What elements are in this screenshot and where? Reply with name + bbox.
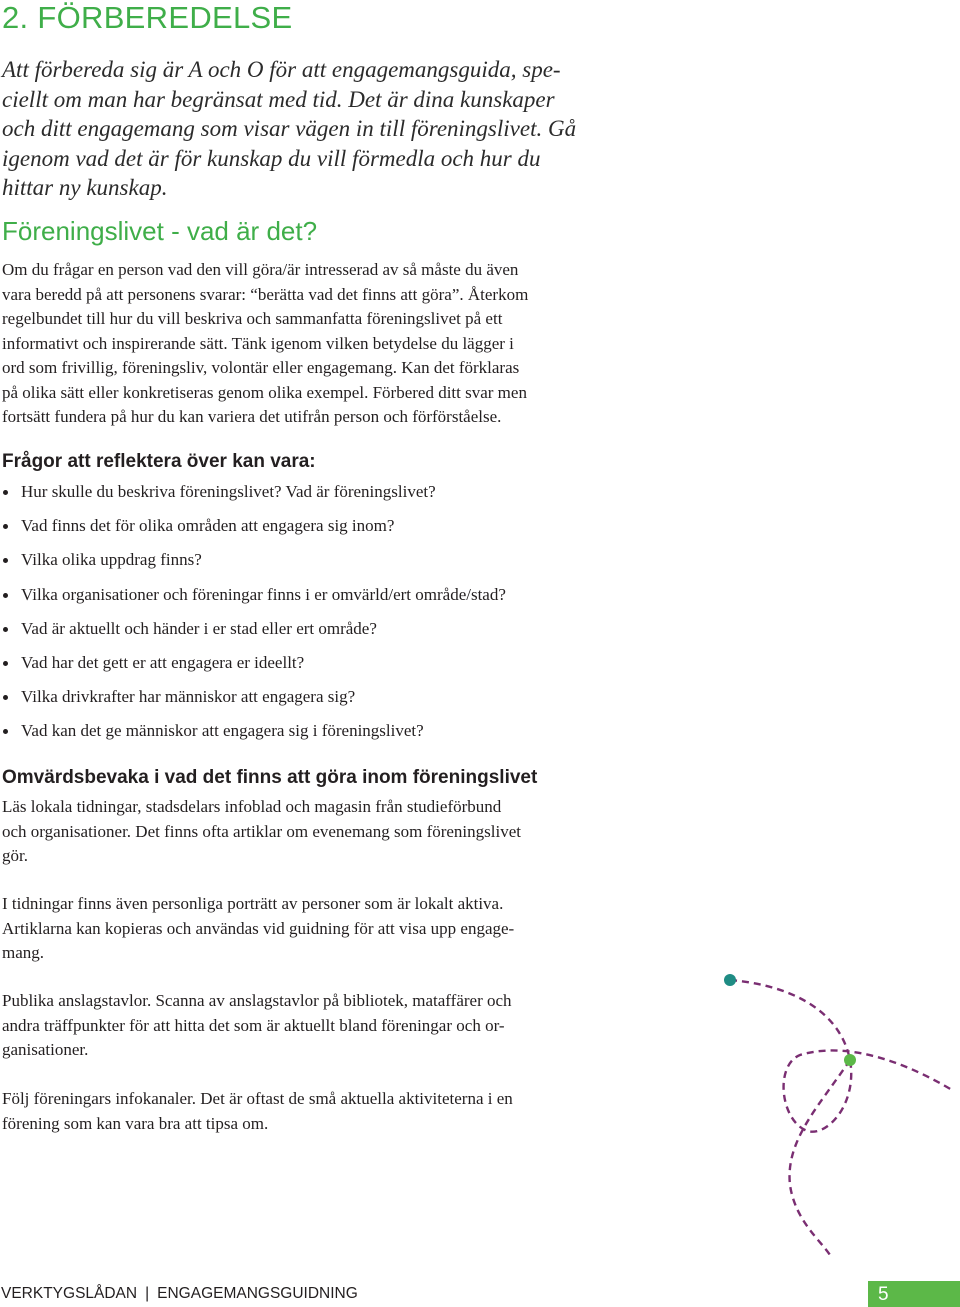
intro-line: Att förbereda sig är A och O för att engagemangsguida, spe- [2,57,561,82]
intro-paragraph [2,55,592,203]
list-item [2,546,506,580]
bullet-icon [3,695,8,700]
teal-dot-icon [724,974,736,986]
body-paragraph [2,989,512,1063]
list-item [2,615,506,649]
question-text: Vilka olika uppdrag finns? [21,550,202,570]
paragraph-line: ganisationer. [2,1040,89,1059]
reflect-heading: Frågor att reflektera över kan vara: [2,451,316,472]
paragraph-line: Artiklarna kan kopieras och användas vid guidning för att visa upp engage- [2,918,515,938]
body-paragraph [2,258,528,430]
paragraph-line: I tidningar finns även personliga porträtt av personer som är lokalt aktiva. [2,894,504,913]
question-text: Vilka drivkrafter har människor att engagera sig? [21,687,356,707]
question-text: Vad kan det ge människor att engagera sig i föreningslivet? [21,721,424,741]
list-item [2,478,506,512]
paragraph-line: Följ föreningars infokanaler. Det är oftast de små aktuella aktiviteterna i en [2,1089,513,1108]
bullet-icon [3,627,8,632]
paragraph-line: och organisationer. Det finns ofta artiklar om evenemang som föreningslivet [2,821,521,841]
question-text: Hur skulle du beskriva föreningslivet? Vad är föreningslivet? [21,482,436,501]
chapter-title: 2. FÖRBEREDELSE [2,0,293,35]
question-list [2,478,506,752]
page-number-box [868,1281,960,1307]
paragraph-line: Om du frågar en person vad den vill göra/är intresserad av så måste du även [2,260,519,279]
list-item [2,717,506,751]
paragraph-line: andra träffpunkter för att hitta det som är aktuellt bland föreningar och or- [2,1015,505,1035]
section-heading: Föreningslivet - vad är det? [2,216,318,246]
list-item [2,649,506,683]
paragraph-line: förening som kan vara bra att tipsa om. [2,1113,269,1133]
bullet-icon [3,593,8,598]
paragraph-line: fortsätt fundera på hur du kan variera det utifrån person och förförståelse. [2,407,502,426]
intro-line: ciellt om man har begränsat med tid. Det är dina kunskaper [2,86,555,112]
question-text: Vad är aktuellt och händer i er stad eller ert område? [21,618,377,638]
page-number: 5 [878,1284,889,1305]
footer-right: ENGAGEMANGSGUIDNING [157,1285,358,1302]
intro-line: och ditt engagemang som visar vägen in till föreningslivet. Gå [2,116,577,141]
bullet-icon [3,729,8,734]
question-text: Vilka organisationer och föreningar finns i er omvärld/ert område/stad? [21,584,506,604]
paragraph-line: vara beredd på att personens svarar: “berätta vad det finns att göra”. Återkom [2,284,529,304]
paragraph-line: Läs lokala tidningar, stadsdelars infoblad och magasin från studieförbund [2,797,502,816]
body-paragraph [2,892,514,966]
omvard-heading: Omvärdsbevaka i vad det finns att göra inom föreningslivet [2,767,538,788]
dashed-path [790,1060,850,1255]
paragraph-line: ord som frivillig, föreningsliv, volontär eller engagemang. Kan det förklaras [2,358,520,377]
paragraph-line: regelbundet till hur du vill beskriva och sammanfatta föreningslivet på ett [2,309,503,328]
question-text: Vad finns det för olika områden att engagera sig inom? [21,516,395,536]
footer-separator: | [145,1285,150,1302]
footer-text [1,1284,358,1304]
bullet-icon [3,661,8,666]
intro-line: hittar ny kunskap. [2,175,168,200]
bullet-icon [3,558,8,563]
paragraph-line: mang. [2,943,45,962]
dashed-path [730,980,952,1132]
body-paragraph [2,795,521,869]
bullet-icon [3,490,8,495]
body-paragraph [2,1087,513,1136]
question-text: Vad har det gett er att engagera er ideellt? [21,652,305,672]
list-item [2,683,506,717]
footer-left: VERKTYGSLÅDAN [1,1285,138,1302]
paragraph-line: informativt och inspirerande sätt. Tänk igenom vilken betydelse du lägger i [2,333,514,353]
dashed-path-decoration [700,955,960,1255]
paragraph-line: Publika anslagstavlor. Scanna av anslagstavlor på bibliotek, mataffärer och [2,991,512,1010]
green-dot-icon [844,1054,856,1066]
list-item [2,512,506,546]
paragraph-line: gör. [2,846,28,865]
intro-line: igenom vad det är för kunskap du vill förmedla och hur du [2,145,541,171]
bullet-icon [3,524,8,529]
paragraph-line: på olika sätt eller konkretiseras genom olika exempel. Förbered ditt svar men [2,382,527,402]
list-item [2,581,506,615]
